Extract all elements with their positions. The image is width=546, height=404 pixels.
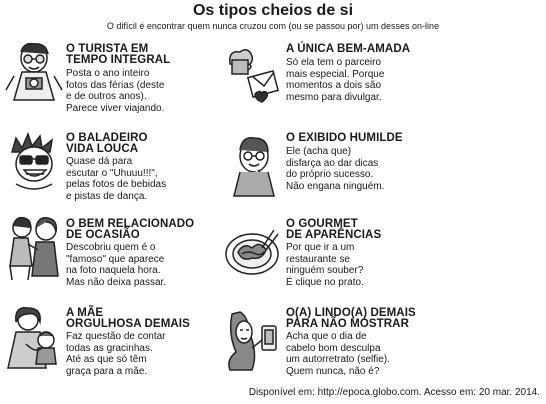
celebrity-couple-icon — [2, 214, 66, 284]
well-connected-body: Descobriu quem é o "famoso" que aparece na foto naquela hora. Mas não deixa passar. — [66, 242, 167, 288]
well-connected-heading: O BEM RELACIONADO DE OCASIÃO — [66, 218, 195, 241]
proud-mother-heading: A MÃE ORGULHOSA DEMAIS — [66, 307, 190, 330]
beloved-heading: A ÚNICA BEM-AMADA — [286, 43, 411, 55]
page-subtitle: O difícil é encontrar quem nunca cruzou com (ou se passou por) um desses on-line — [106, 21, 440, 31]
selfie-heading: O(A) LINDO(A) DEMAIS PARA NÃO MOSTRAR — [286, 307, 416, 330]
gourmet-heading: O GOURMET DE APARÊNCIAS — [286, 218, 382, 241]
selfie-body: Acha que o dia de cabelo bom desculpa um autorretrato (selfie). Quem nunca, não é? — [286, 331, 390, 377]
selfie-icon — [222, 304, 286, 374]
food-plate-icon — [222, 218, 286, 288]
tourist-icon — [2, 40, 66, 110]
mother-child-icon — [2, 304, 66, 374]
beloved-body: Só ela tem o parceiro mais especial. Porque momentos a dois são mesmo para divulgar. — [286, 57, 385, 103]
tourist-body: Posta o ano inteiro fotos das férias (deste e de outros anos). Parece viver viajando. — [66, 68, 165, 114]
page-title: Os tipos cheios de si — [192, 2, 354, 19]
humble-heading: O EXIBIDO HUMILDE — [286, 132, 403, 144]
tourist-heading: O TURISTA EM TEMPO INTEGRAL — [66, 43, 171, 66]
gourmet-body: Por que ir a um restaurante se ninguém souber? É clique no prato. — [286, 242, 364, 288]
humble-body: Ele (acha que) disfarça ao dar dicas do próprio sucesso. Não engana ninguém. — [286, 146, 385, 192]
letter-heart-icon — [222, 40, 286, 110]
proud-mother-body: Faz questão de contar todas as gracinhas. Até as que só têm graça para a mãe. — [66, 331, 166, 377]
source-credit: Disponível em: http://epoca.globo.com. Acesso em: 20 mar. 2014. — [248, 387, 540, 398]
party-heading: O BALADEIRO VIDA LOUCA — [66, 132, 148, 155]
party-guy-icon — [2, 132, 66, 202]
humble-man-icon — [222, 130, 286, 200]
party-body: Quase dá para escutar o "Uhuuu!!!", pelas fotos de bebidas e pistas de dança. — [66, 156, 167, 202]
